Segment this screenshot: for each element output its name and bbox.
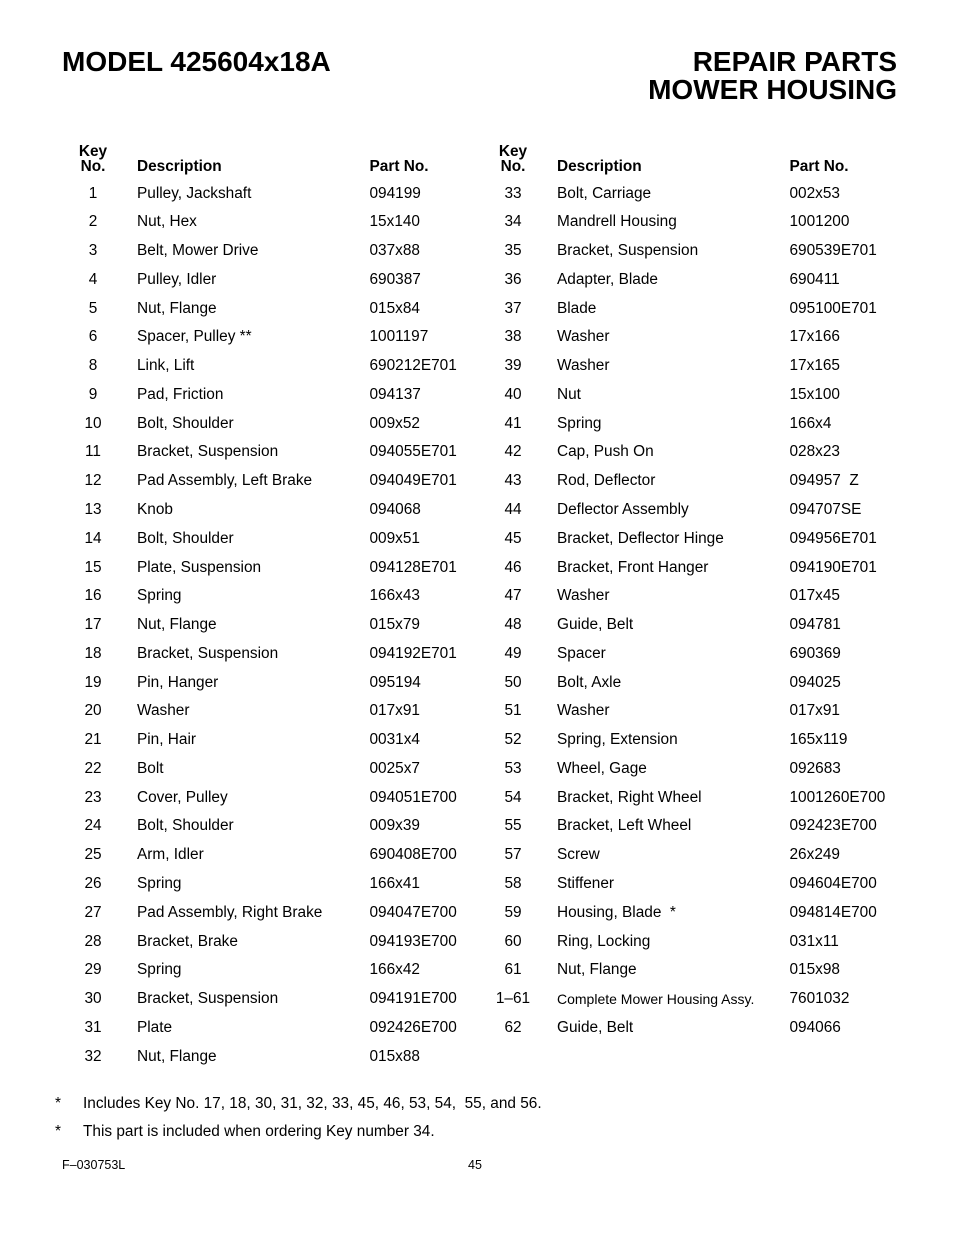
part-number: 095194 (369, 673, 421, 691)
parts-row (62, 640, 482, 669)
part-number: 1001197 (369, 328, 429, 346)
part-number: 094814E700 (789, 903, 877, 921)
parts-row (62, 928, 482, 957)
key-number: 53 (504, 759, 522, 777)
key-number: 34 (504, 213, 522, 231)
part-number: 17x165 (789, 357, 840, 375)
key-number: 39 (504, 357, 522, 375)
part-number: 031x11 (789, 932, 839, 950)
part-number: 166x43 (369, 587, 420, 605)
key-number: 42 (504, 443, 522, 461)
part-description: Bracket, Suspension (137, 990, 279, 1008)
parts-row (482, 928, 902, 957)
key-number: 32 (84, 1047, 102, 1065)
part-description: Pad Assembly, Left Brake (137, 472, 313, 490)
parts-row (62, 496, 482, 525)
key-number: 21 (84, 731, 102, 749)
part-number: 094049E701 (369, 472, 457, 490)
key-number: 44 (504, 501, 522, 519)
parts-row (62, 554, 482, 583)
part-description: Washer (557, 328, 610, 346)
key-number: 37 (504, 299, 522, 317)
parts-row (482, 266, 902, 295)
key-number: 24 (84, 817, 102, 835)
parts-row (482, 784, 902, 813)
key-number: 59 (504, 903, 522, 921)
key-number: 27 (84, 903, 102, 921)
footnote-mark: * (55, 1123, 61, 1140)
key-number: 25 (84, 846, 102, 864)
parts-row (62, 323, 482, 352)
part-number: 166x41 (369, 874, 420, 892)
key-number: 61 (504, 961, 522, 979)
parts-rows (62, 180, 482, 1072)
key-number: 29 (84, 961, 102, 979)
part-description: Plate, Suspension (137, 558, 262, 576)
parts-row (482, 956, 902, 985)
part-number: 015x84 (369, 299, 420, 317)
part-description: Washer (137, 702, 190, 720)
part-description: Nut, Flange (137, 299, 217, 317)
part-description: Adapter, Blade (557, 270, 658, 288)
parts-table-right (482, 144, 902, 1043)
parts-row (62, 841, 482, 870)
part-description: Bolt, Shoulder (137, 817, 234, 835)
part-description: Ring, Locking (557, 932, 651, 950)
parts-row (62, 381, 482, 410)
footnote (55, 1090, 915, 1118)
key-number: 6 (88, 328, 98, 346)
key-number: 30 (84, 990, 102, 1008)
part-number: 092683 (789, 759, 841, 777)
key-number: 17 (84, 616, 102, 634)
key-number: 10 (84, 414, 102, 432)
part-description: Spacer, Pulley ** (137, 328, 252, 346)
part-description: Bracket, Right Wheel (557, 788, 702, 806)
part-number: 037x88 (369, 242, 420, 260)
part-description: Nut (557, 385, 581, 403)
parts-row (482, 1014, 902, 1043)
key-number: 16 (84, 587, 102, 605)
section-title (648, 48, 897, 104)
part-number: 690387 (369, 270, 421, 288)
key-number: 5 (88, 299, 98, 317)
key-number: 22 (84, 759, 102, 777)
part-description: Pulley, Jackshaft (137, 184, 252, 202)
key-header-line: No. (80, 157, 106, 175)
part-description: Bracket, Left Wheel (557, 817, 692, 835)
parts-row (482, 697, 902, 726)
part-description: Bolt, Shoulder (137, 529, 234, 547)
part-number: 094957 Z (789, 472, 859, 490)
key-number: 33 (504, 184, 522, 202)
part-description: Spring, Extension (557, 731, 678, 749)
part-number: 094193E700 (369, 932, 457, 950)
parts-row (62, 352, 482, 381)
parts-row (482, 410, 902, 439)
part-description: Spacer (557, 644, 606, 662)
parts-row (482, 381, 902, 410)
part-description: Blade (557, 299, 597, 317)
part-number: 165x119 (789, 731, 848, 749)
key-number: 3 (88, 242, 98, 260)
part-description: Pin, Hanger (137, 673, 219, 691)
part-number: 094191E700 (369, 990, 457, 1008)
part-description: Plate (137, 1018, 173, 1036)
parts-row (62, 812, 482, 841)
part-description: Bracket, Suspension (137, 443, 279, 461)
parts-row (62, 1014, 482, 1043)
parts-row (482, 295, 902, 324)
part-description: Bolt, Axle (557, 673, 622, 691)
part-description: Wheel, Gage (557, 759, 647, 777)
key-number: 26 (84, 874, 102, 892)
parts-row (482, 870, 902, 899)
parts-rows (482, 180, 902, 1043)
part-description: Mandrell Housing (557, 213, 677, 231)
part-number: 166x4 (789, 414, 832, 432)
key-number: 2 (88, 213, 98, 231)
part-description: Bracket, Suspension (557, 242, 699, 260)
part-description: Spring (557, 414, 602, 432)
part-description: Nut, Hex (137, 213, 197, 231)
key-number: 43 (504, 472, 522, 490)
part-description: Bracket, Front Hanger (557, 558, 709, 576)
part-description: Deflector Assembly (557, 501, 689, 519)
part-description: Pulley, Idler (137, 270, 217, 288)
parts-row (482, 899, 902, 928)
part-number: 166x42 (369, 961, 420, 979)
key-number: 41 (504, 414, 522, 432)
key-number: 57 (504, 846, 522, 864)
parts-row (482, 496, 902, 525)
parts-row (482, 467, 902, 496)
parts-row (482, 554, 902, 583)
part-description: Arm, Idler (137, 846, 204, 864)
parts-row (62, 611, 482, 640)
key-number: 54 (504, 788, 522, 806)
parts-row (482, 525, 902, 554)
parts-row (62, 956, 482, 985)
key-number: 40 (504, 385, 522, 403)
part-number: 690369 (789, 644, 841, 662)
part-number: 017x91 (789, 702, 840, 720)
parts-row (62, 180, 482, 209)
parts-row (482, 208, 902, 237)
part-number: 7601032 (789, 990, 850, 1008)
footnote-text: This part is included when ordering Key number 34. (83, 1123, 435, 1140)
part-number: 015x88 (369, 1047, 420, 1065)
part-number: 094956E701 (789, 529, 877, 547)
parts-row (482, 640, 902, 669)
part-number: 690539E701 (789, 242, 877, 260)
parts-row (62, 467, 482, 496)
part-description: Guide, Belt (557, 616, 634, 634)
part-no-header: Part No. (789, 157, 849, 175)
section-title-line: MOWER HOUSING (648, 74, 897, 105)
key-number: 45 (504, 529, 522, 547)
part-number: 0031x4 (369, 731, 420, 749)
key-number: 50 (504, 673, 522, 691)
part-number: 094055E701 (369, 443, 457, 461)
part-description: Link, Lift (137, 357, 195, 375)
part-number: 094604E700 (789, 874, 877, 892)
key-number: 48 (504, 616, 522, 634)
footnote-text: Includes Key No. 17, 18, 30, 31, 32, 33, 45, 46, 53, 54, 55, and 56. (83, 1095, 542, 1112)
part-number: 26x249 (789, 846, 840, 864)
key-number: 60 (504, 932, 522, 950)
parts-row (62, 266, 482, 295)
parts-row (62, 438, 482, 467)
key-number: 49 (504, 644, 522, 662)
part-number: 094128E701 (369, 558, 457, 576)
key-number: 1 (88, 184, 98, 202)
key-number: 55 (504, 817, 522, 835)
part-description: Pin, Hair (137, 731, 197, 749)
part-description: Spring (137, 961, 182, 979)
key-number: 58 (504, 874, 522, 892)
description-header: Description (557, 157, 642, 175)
parts-row (482, 582, 902, 611)
part-description: Housing, Blade * (557, 903, 676, 921)
part-number: 015x79 (369, 616, 420, 634)
key-number: 20 (84, 702, 102, 720)
part-number: 690408E700 (369, 846, 457, 864)
parts-row (482, 726, 902, 755)
parts-row (482, 237, 902, 266)
key-number: 12 (84, 472, 102, 490)
part-number: 094047E700 (369, 903, 457, 921)
parts-row (62, 237, 482, 266)
parts-row (62, 410, 482, 439)
part-number: 15x140 (369, 213, 420, 231)
model-title: MODEL 425604x18A (62, 46, 331, 77)
part-description: Knob (137, 501, 173, 519)
part-number: 094051E700 (369, 788, 457, 806)
part-description: Complete Mower Housing Assy. (557, 991, 755, 1008)
part-number: 1001200 (789, 213, 850, 231)
page-number: 45 (468, 1158, 482, 1172)
part-description: Belt, Mower Drive (137, 242, 259, 260)
part-number: 002x53 (789, 184, 840, 202)
part-number: 690411 (789, 270, 840, 288)
key-number: 35 (504, 242, 522, 260)
key-number: 52 (504, 731, 522, 749)
key-number: 62 (504, 1018, 522, 1036)
parts-row (62, 525, 482, 554)
part-number: 009x39 (369, 817, 420, 835)
part-description: Nut, Flange (137, 1047, 217, 1065)
part-description: Pad, Friction (137, 385, 224, 403)
part-number: 009x51 (369, 529, 420, 547)
key-number: 28 (84, 932, 102, 950)
part-no-header: Part No. (369, 157, 429, 175)
part-number: 094707SE (789, 501, 862, 519)
part-description: Guide, Belt (557, 1018, 634, 1036)
key-number: 31 (84, 1018, 102, 1036)
key-number: 19 (84, 673, 102, 691)
description-header: Description (137, 157, 222, 175)
parts-row (482, 180, 902, 209)
key-number: 9 (88, 385, 98, 403)
parts-row (482, 841, 902, 870)
part-number: 095100E701 (789, 299, 877, 317)
parts-row (62, 669, 482, 698)
column-headers (62, 144, 482, 180)
part-description: Washer (557, 587, 610, 605)
part-description: Screw (557, 846, 600, 864)
key-number: 8 (88, 357, 98, 375)
parts-row (482, 352, 902, 381)
part-description: Bolt, Carriage (557, 184, 652, 202)
parts-row (62, 755, 482, 784)
part-description: Nut, Flange (137, 616, 217, 634)
part-number: 094192E701 (369, 644, 457, 662)
parts-row (62, 582, 482, 611)
key-number: 11 (85, 443, 101, 461)
parts-row (482, 755, 902, 784)
part-description: Pad Assembly, Right Brake (137, 903, 323, 921)
key-number: 46 (504, 558, 522, 576)
key-header-line: Key (498, 142, 528, 160)
parts-table-left (62, 144, 482, 1072)
part-description: Bolt, Shoulder (137, 414, 234, 432)
part-number: 094025 (789, 673, 841, 691)
key-header-line: No. (500, 157, 526, 175)
part-description: Bracket, Deflector Hinge (557, 529, 724, 547)
document-code: F–030753L (62, 1158, 126, 1172)
part-description: Bracket, Suspension (137, 644, 279, 662)
footnote (55, 1118, 915, 1146)
part-number: 017x45 (789, 587, 840, 605)
key-number: 23 (84, 788, 102, 806)
part-description: Cap, Push On (557, 443, 654, 461)
key-number: 13 (84, 501, 102, 519)
key-no-header (482, 144, 544, 174)
parts-row (62, 726, 482, 755)
part-description: Washer (557, 357, 610, 375)
key-number: 36 (504, 270, 522, 288)
key-number: 51 (504, 702, 522, 720)
parts-row (62, 697, 482, 726)
part-number: 0025x7 (369, 759, 420, 777)
part-description: Nut, Flange (557, 961, 637, 979)
parts-row (62, 985, 482, 1014)
parts-row (482, 438, 902, 467)
part-description: Bracket, Brake (137, 932, 238, 950)
part-description: Washer (557, 702, 610, 720)
part-number: 15x100 (789, 385, 840, 403)
parts-row (62, 899, 482, 928)
parts-row (482, 611, 902, 640)
part-description: Stiffener (557, 874, 615, 892)
column-headers (482, 144, 902, 180)
part-number: 094066 (789, 1018, 841, 1036)
key-number: 4 (88, 270, 98, 288)
key-header-line: Key (78, 142, 108, 160)
part-number: 094199 (369, 184, 421, 202)
part-number: 17x166 (789, 328, 840, 346)
part-number: 094137 (369, 385, 421, 403)
key-number: 47 (504, 587, 522, 605)
part-number: 092426E700 (369, 1018, 457, 1036)
part-description: Spring (137, 874, 182, 892)
parts-row (482, 323, 902, 352)
part-description: Cover, Pulley (137, 788, 228, 806)
part-description: Spring (137, 587, 182, 605)
parts-row (62, 870, 482, 899)
parts-row (482, 669, 902, 698)
section-title-line: REPAIR PARTS (692, 46, 897, 77)
key-number: 14 (84, 529, 102, 547)
part-number: 092423E700 (789, 817, 877, 835)
key-number: 18 (84, 644, 102, 662)
part-number: 1001260E700 (789, 788, 886, 806)
parts-row (62, 208, 482, 237)
part-number: 094068 (369, 501, 421, 519)
part-number: 094781 (789, 616, 841, 634)
key-number: 15 (84, 558, 102, 576)
part-description: Rod, Deflector (557, 472, 656, 490)
part-number: 690212E701 (369, 357, 457, 375)
key-no-header (62, 144, 124, 174)
part-description: Bolt (137, 759, 164, 777)
footnotes (55, 1090, 915, 1146)
part-number: 015x98 (789, 961, 840, 979)
parts-row (62, 295, 482, 324)
footnote-mark: * (55, 1095, 61, 1112)
key-number: 38 (504, 328, 522, 346)
part-number: 028x23 (789, 443, 840, 461)
parts-row (62, 784, 482, 813)
parts-row (62, 1043, 482, 1072)
parts-row (482, 985, 902, 1014)
part-number: 009x52 (369, 414, 420, 432)
part-number: 094190E701 (789, 558, 877, 576)
key-number: 1–61 (495, 990, 531, 1008)
parts-row (482, 812, 902, 841)
part-number: 017x91 (369, 702, 420, 720)
